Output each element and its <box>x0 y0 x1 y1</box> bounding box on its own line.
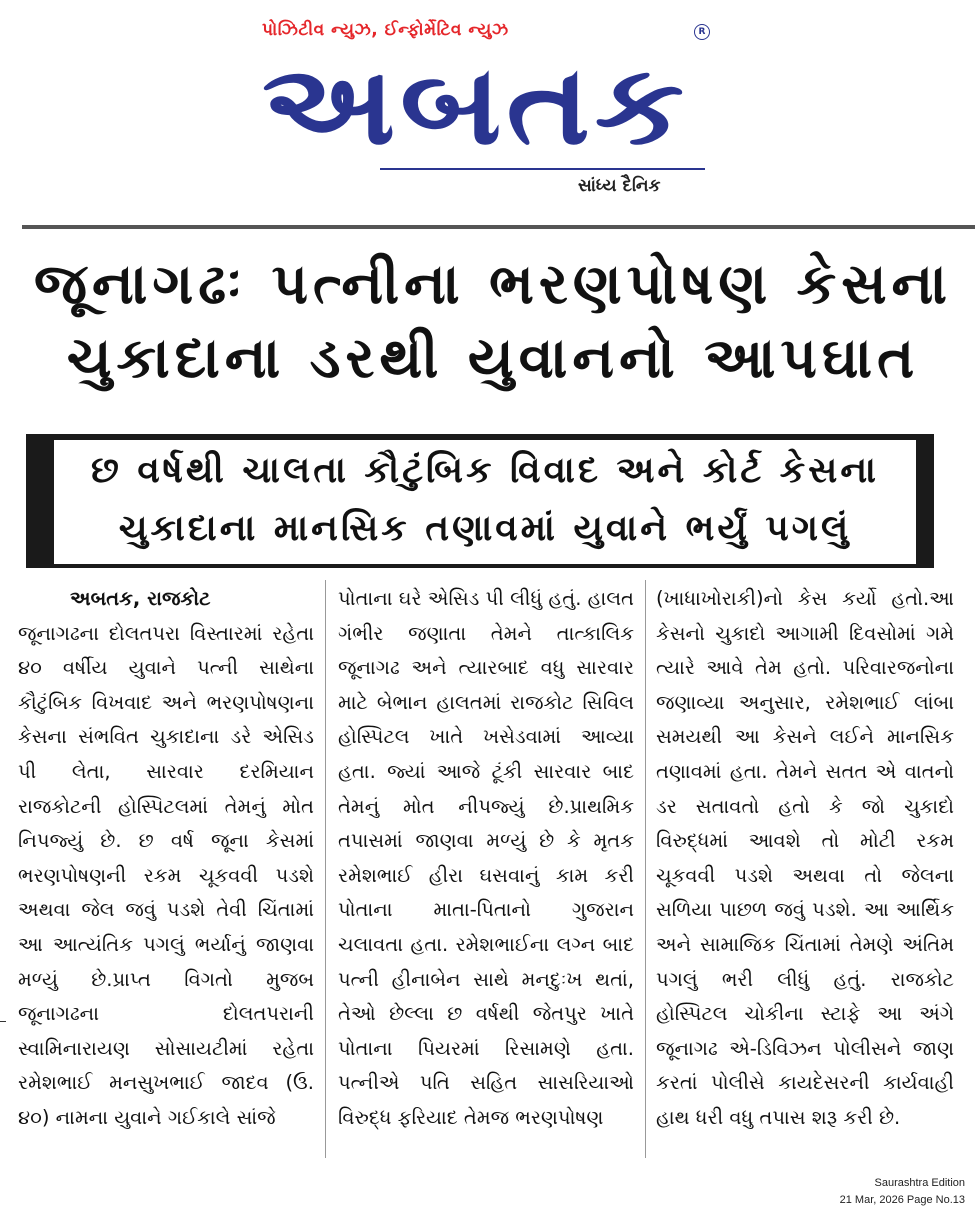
edition-name: Saurashtra Edition <box>874 1177 965 1189</box>
article-body-col3: (ખાધાખોરાકી)નો કેસ કર્યો હતો.આ કેસનો ચુકાદો આગામી દિવસોમાં ગમે ત્યારે આવે તેમ હતો. પરિવારજનોના જણાવ્યા અનુસાર, રમેશભાઈ લાંબા સમયથી આ કેસને લઈને માનસિક તણાવમાં હતા. તેમને સતત એ વાતનો ડર સતાવતો હતો કે જો ચુકાદો વિરુદ્ધમાં આવશે તો મોટી રકમ ચૂકવવી પડશે અથવા તો જેલના સળિયા પાછળ જવું પડશે. આ આર્થિક અને સામાજિક ચિંતામાં તેમણે અંતિમ પગલું ભરી લીધું હતું. રાજકોટ હોસ્પિટલ ચોકીના સ્ટાફે આ અંગે જૂનાગઢ એ-ડિવિઝન પોલીસને જાણ કરતાં પોલીસે કાયદેસરની કાર્યવાહી હાથ ધરી વધુ તપાસ શરૂ કરી છે. <box>656 587 954 1129</box>
masthead <box>0 0 975 215</box>
logo-underline <box>380 168 705 170</box>
margin-tick <box>0 1021 6 1022</box>
registered-trademark-icon: R <box>694 24 710 40</box>
column-divider <box>325 580 326 1158</box>
article-dateline: અબતક, રાજકોટ <box>70 587 211 610</box>
edition-info <box>840 1175 965 1209</box>
page-headline: જૂનાગઢઃ પત્નીના ભરણપોષણ કેસના ચુકાદાના ડરથી યુવાનનો આપઘાત <box>33 252 953 391</box>
newspaper-logo: અબતક <box>262 45 689 165</box>
article-body-col2: પોતાના ઘરે એસિડ પી લીધું હતું. હાલત ગંભીર જણાતા તેમને તાત્કાલિક જૂનાગઢ અને ત્યારબાદ વધુ સારવાર માટે બેભાન હાલતમાં રાજકોટ સિવિલ હોસ્પિટલ ખાતે ખસેડવામાં આવ્યા હતા. જ્યાં આજે ટૂંકી સારવાર બાદ તેમનું મોત નીપજ્યું છે.પ્રાથમિક તપાસમાં જાણવા મળ્યું છે કે મૃતક રમેશભાઈ હીરા ઘસવાનું કામ કરી પોતાના માતા-પિતાનો ગુજરાન ચલાવતા હતા. રમેશભાઈના લગ્ન બાદ પત્ની હીનાબેન સાથે મનદુઃખ થતાં, તેઓ છેલ્લા છ વર્ષથી જેતપુર ખાતે પોતાના પિયરમાં રિસામણે હતા. પત્નીએ પતિ સહિત સાસરિયાઓ વિરુદ્ધ ફરિયાદ તેમજ ભરણપોષણ <box>338 587 634 1129</box>
article-body-col1: જૂનાગઢના દોલતપરા વિસ્તારમાં રહેતા ૪૦ વર્ષીય યુવાને પત્ની સાથેના કૌટુંબિક વિખવાદ અને ભરણપોષણના કેસના સંભવિત ચુકાદાના ડરે એસિડ પી લેતા, સારવાર દરમિયાન રાજકોટની હોસ્પિટલમાં તેમનું મોત નિપજ્યું છે. છ વર્ષ જૂના કેસમાં ભરણપોષણની રકમ ચૂકવવી પડશે અથવા જેલ જવું પડશે તેવી ચિંતામાં આ આત્યંતિક પગલું ભર્યાનું જાણવા મળ્યું છે.પ્રાપ્ત વિગતો મુજબ જૂનાગઢના દોલતપરાની સ્વામિનારાયણ સોસાયટીમાં રહેતા રમેશભાઈ મનસુખભાઈ જાદવ (ઉ. ૪૦) નામના યુવાને ગઈકાલે સાંજે <box>18 621 314 1129</box>
masthead-tagline: પોઝિટીવ ન્યુઝ, ઈન્ફોર્મેટિવ ન્યુઝ <box>262 20 509 40</box>
column-divider <box>645 580 646 1158</box>
edition-type: સાંધ્ય દૈનિક <box>578 176 661 196</box>
article-column-1 <box>18 582 314 1136</box>
masthead-divider <box>22 225 975 229</box>
article-column-3 <box>656 582 954 1136</box>
article-column-2 <box>338 582 634 1136</box>
subheadline: છ વર્ષથી ચાલતા કૌટુંબિક વિવાદ અને કોર્ટ કેસના ચુકાદાના માનસિક તણાવમાં યુવાને ભર્યું પગલું <box>54 440 916 564</box>
edition-date-page: 21 Mar, 2026 Page No.13 <box>839 1194 965 1206</box>
